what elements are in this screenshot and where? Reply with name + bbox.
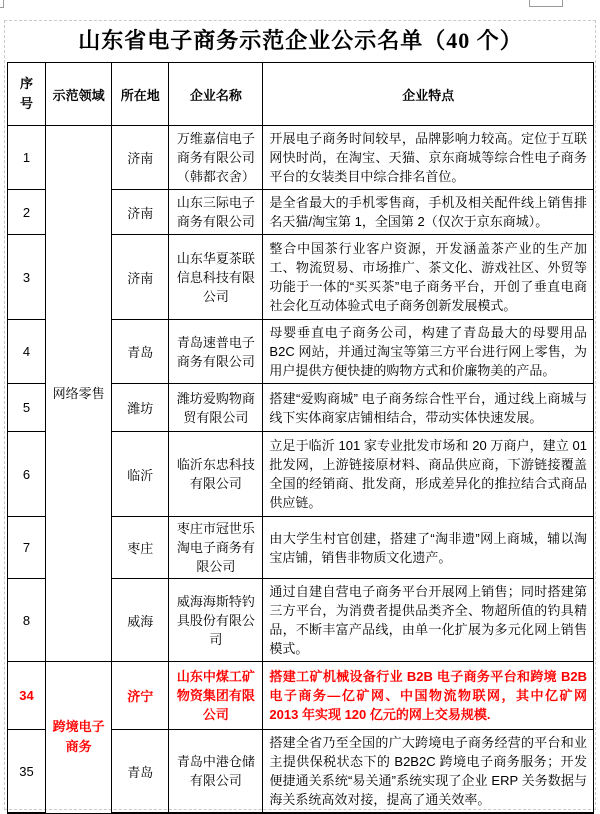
features-cell: 母婴垂直电子商务公司，构建了青岛最大的母婴用品 B2C 网站，并通过淘宝等第三方平台进行网上零售，为用户提供方便快捷的购物方式和价廉物美的产品。 [263, 320, 594, 384]
column-header-domain: 示范领域 [46, 63, 112, 126]
location-cell: 威海 [112, 579, 169, 662]
cropped-box-artifact-left [0, 0, 4, 8]
location-cell: 济南 [112, 235, 169, 320]
cropped-box-artifact-right [529, 0, 563, 7]
location-cell: 济南 [112, 190, 169, 235]
table-row-highlighted [8, 662, 594, 730]
location-cell: 枣庄 [112, 517, 169, 579]
features-cell: 通过自建自营电子商务平台开展网上销售；同时搭建第三方平台，为消费者提供品类齐全、物超所值的钓具精品，不断丰富产品线，由单一化扩展为多元化网上销售模式。 [263, 579, 594, 662]
index-cell: 6 [8, 432, 46, 517]
features-cell: 是全省最大的手机零售商，手机及相关配件线上销售排名天猫/淘宝第 1，全国第 2（仅次于京东商城）。 [263, 190, 594, 235]
column-header-index-label: 序号 [20, 76, 34, 111]
index-cell: 5 [8, 384, 46, 432]
document-title: 山东省电子商务示范企业公示名单（40 个） [78, 28, 523, 53]
index-cell: 4 [8, 320, 46, 384]
name-cell: 万维嘉信电子商务有限公司（韩都衣舍） [169, 126, 263, 190]
index-cell: 1 [8, 126, 46, 190]
column-header-location: 所在地 [112, 63, 169, 126]
location-cell: 青岛 [112, 320, 169, 384]
features-cell: 搭建工矿机械设备行业 B2B 电子商务平台和跨境 B2B 电子商务—亿矿网、中国物流物联网，其中亿矿网 2013 年实现 120 亿元的网上交易规模. [263, 662, 594, 730]
location-cell: 济宁 [112, 662, 169, 730]
index-cell: 34 [8, 662, 46, 730]
index-cell: 7 [8, 517, 46, 579]
location-cell: 济南 [112, 126, 169, 190]
features-cell: 搭建全省乃至全国的广大跨境电子商务经营的平台和业主提供保税状态下的 B2B2C 跨境电子商务服务；开发便捷通关系统“易关通”系统实现了企业 ERP 关务数据与海关系统高效对接，提高了通关效率。 [263, 730, 594, 814]
header-row [8, 63, 594, 126]
location-cell: 潍坊 [112, 384, 169, 432]
location-cell: 临沂 [112, 432, 169, 517]
name-cell: 枣庄市冠世乐淘电子商务有限公司 [169, 517, 263, 579]
name-cell: 青岛速普电子商务有限公司 [169, 320, 263, 384]
features-cell: 搭建“爱购商城” 电子商务综合性平台，通过线上商城与线下实体商家店铺相结合，带动实体快速发展。 [263, 384, 594, 432]
name-cell: 威海海斯特钓具股份有限公司 [169, 579, 263, 662]
features-cell: 由大学生村官创建，搭建了“淘非遗”网上商城，辅以淘宝店铺，销售非物质文化遗产。 [263, 517, 594, 579]
features-cell: 整合中国茶行业客户资源，开发涵盖茶产业的生产加工、物流贸易、市场推广、茶文化、游戏社区、外贸等功能于一体的“买买茶”电子商务平台，开创了垂直电商社会化互动体验式电子商务创新发展模式。 [263, 235, 594, 320]
features-cell: 立足于临沂 101 家专业批发市场和 20 万商户，建立 01 批发网，上游链接原材料、商品供应商，下游链接覆盖全国的经销商、批发商，形成差异化的推拉结合式商品供应链。 [263, 432, 594, 517]
index-cell: 2 [8, 190, 46, 235]
name-cell: 山东中煤工矿物资集团有限公司 [169, 662, 263, 730]
name-cell: 青岛中港仓储有限公司 [169, 730, 263, 814]
name-cell: 山东华夏茶联信息科技有限公司 [169, 235, 263, 320]
features-cell: 开展电子商务时间较早，品牌影响力较高。定位于互联网快时尚，在淘宝、天猫、京东商城等综合性电子商务平台的女装类目中综合排名首位。 [263, 126, 594, 190]
index-cell: 3 [8, 235, 46, 320]
column-header-index [8, 63, 46, 126]
name-cell: 临沂东忠科技有限公司 [169, 432, 263, 517]
column-header-name: 企业名称 [169, 63, 263, 126]
index-cell: 8 [8, 579, 46, 662]
name-cell: 潍坊爱购物商贸有限公司 [169, 384, 263, 432]
name-cell: 山东三际电子商务有限公司 [169, 190, 263, 235]
column-header-features: 企业特点 [263, 63, 594, 126]
domain-cell-crossborder: 跨境电子商务 [46, 662, 112, 814]
location-cell: 青岛 [112, 730, 169, 814]
table-row [8, 126, 594, 190]
domain-cell-retail: 网络零售 [46, 126, 112, 662]
enterprise-table [7, 62, 594, 814]
index-cell: 35 [8, 730, 46, 814]
